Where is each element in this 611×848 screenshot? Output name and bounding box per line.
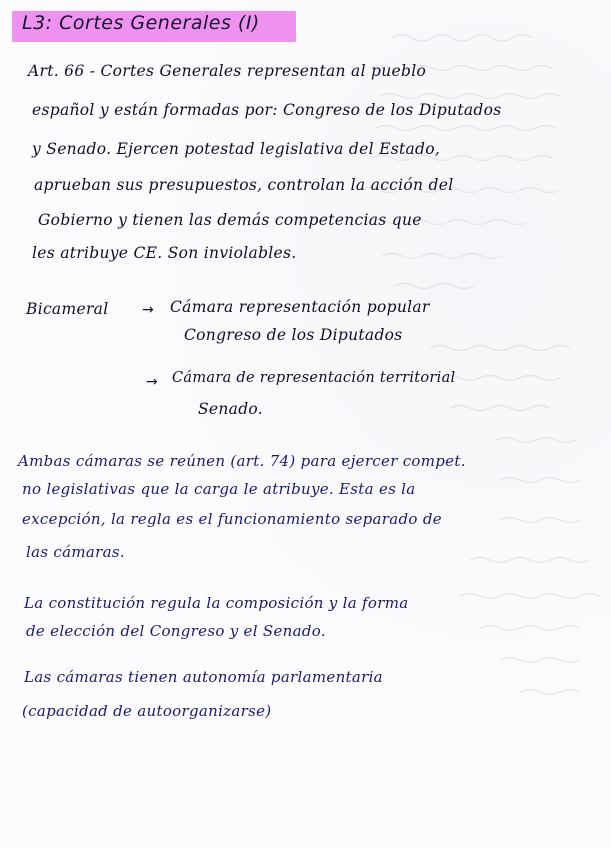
paragraph1-line: y Senado. Ejercen potestad legislativa del Estado, [32, 140, 441, 158]
paragraph1-line: Gobierno y tienen las demás competencias que [38, 211, 422, 229]
camara-territorial: Cámara de representación territorial [172, 370, 456, 386]
camara-popular: Cámara representación popular [170, 298, 430, 316]
paragraph4-line: Las cámaras tienen autonomía parlamentaria [24, 668, 383, 686]
congreso-label: Congreso de los Diputados [184, 326, 403, 344]
paragraph1-line: español y están formadas por: Congreso de los Diputados [32, 101, 502, 119]
paragraph3-line: La constitución regula la composición y la forma [24, 594, 409, 612]
paragraph1-line: Art. 66 - Cortes Generales representan al pueblo [28, 62, 427, 80]
paragraph3-line: de elección del Congreso y el Senado. [26, 622, 326, 640]
page-title: L3: Cortes Generales (I) [22, 12, 260, 34]
senado-label: Senado. [198, 400, 264, 418]
bicameral-label: Bicameral [26, 300, 109, 318]
paragraph1-line: les atribuye CE. Son inviolables. [32, 244, 297, 262]
paragraph2-line: Ambas cámaras se reúnen (art. 74) para ejercer compet. [18, 452, 466, 470]
paragraph2-line: las cámaras. [26, 543, 125, 561]
arrow-icon: → [146, 374, 158, 390]
arrow-icon: → [142, 302, 154, 318]
paragraph1-line: aprueban sus presupuestos, controlan la acción del [34, 176, 454, 194]
paragraph2-line: excepción, la regla es el funcionamiento separado de [22, 510, 442, 528]
paragraph2-line: no legislativas que la carga le atribuye. Esta es la [22, 480, 416, 498]
paragraph4-line: (capacidad de autoorganizarse) [22, 702, 272, 720]
